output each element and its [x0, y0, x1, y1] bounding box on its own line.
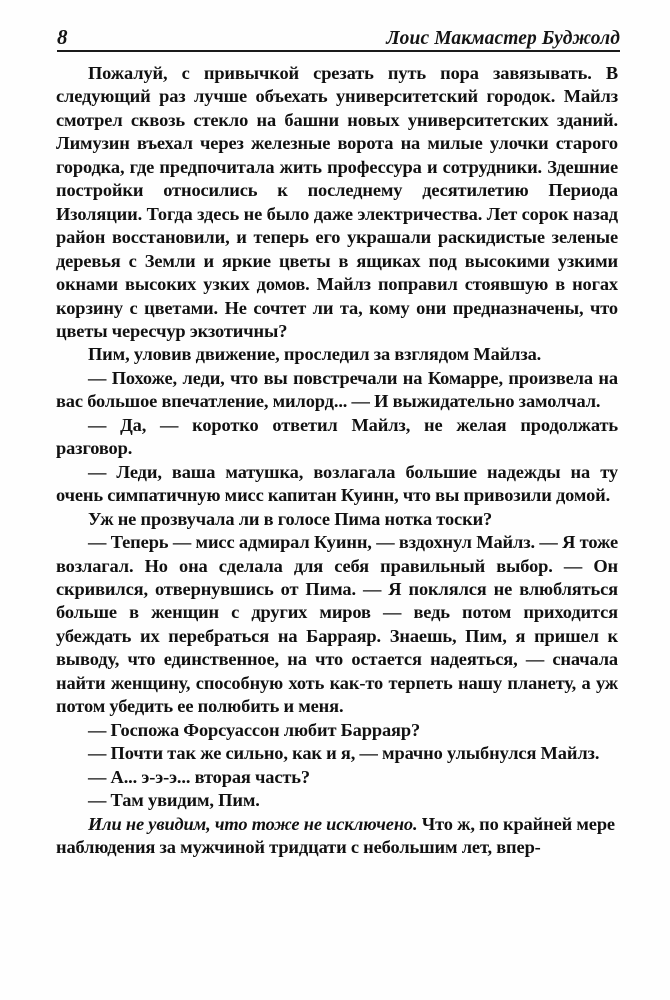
- paragraph: — Леди, ваша матушка, возлагала большие надежды на ту очень симпатичную мисс капитан Куинн, что вы привозили домой.: [56, 461, 618, 506]
- running-title-author: Лоис Макмастер Буджолд: [386, 27, 620, 49]
- italic-inner-thought: Или не увидим, что тоже не исключено.: [88, 813, 418, 834]
- header-divider-rule: [57, 50, 620, 52]
- paragraph: — Теперь — мисс адмирал Куинн, — вздохнул Майлз. — Я тоже возлагал. Но она сделала для себя правильный выбор. — Он скривился, отвернувшись от Пима. — Я поклялся не влюбляться больше в женщин с других миров — ведь потом приходится убеждать их перебраться на Барраяр. Знаешь, Пим, я пришел к выводу, что единственное, на что остается надеяться, — сначала найти женщину, способную хоть как-то терпеть нашу планету, а уж потом убедить ее полюбить и меня.: [56, 532, 618, 717]
- body-text-block: [56, 62, 618, 859]
- paragraph: — Госпожа Форсуассон любит Барраяр?: [88, 719, 421, 740]
- page-number: 8: [57, 25, 68, 49]
- paragraph: — Да, — коротко ответил Майлз, не желая продолжать разговор.: [56, 414, 618, 459]
- paragraph-with-italic-lead: [56, 813, 618, 860]
- paragraph: Пим, уловив движение, проследил за взглядом Майлза.: [88, 344, 542, 365]
- paragraph: Уж не прозвучала ли в голосе Пима нотка тоски?: [88, 508, 493, 529]
- paragraph: — Похоже, леди, что вы повстречали на Комарре, произвела на вас большое впечатление, милорд... — И выжидательно замолчал.: [56, 367, 618, 412]
- paragraph: — Почти так же сильно, как и я, — мрачно улыбнулся Майлз.: [88, 743, 600, 764]
- running-head: [57, 20, 620, 48]
- paragraph: Пожалуй, с привычкой срезать путь пора завязывать. В следующий раз лучше объехать университетский городок. Майлз смотрел сквозь стекло на башни новых университетских зданий. Лимузин въехал через железные ворота на милые улочки старого городка, где предпочитала жить профессура и сотрудники. Здешние постройки относились к последнему десятилетию Периода Изоляции. Тогда здесь не было даже электричества. Лет сорок назад район восстановили, и теперь его украшали раскидистые зеленые деревья с Земли и яркие цветы в ящиках под высокими узкими окнами высоких узких домов. Майлз поправил стоявшую в ногах корзину с цветами. Не сочтет ли та, кому они предназначены, что цветы чересчур экзотичны?: [56, 63, 618, 341]
- paragraph-remainder: Что ж, по крайней мере наблюдения за мужчиной тридцати с небольшим лет, впер-: [56, 813, 615, 857]
- paragraph: — Там увидим, Пим.: [88, 790, 260, 811]
- paragraph: — А... э-э-э... вторая часть?: [88, 766, 310, 787]
